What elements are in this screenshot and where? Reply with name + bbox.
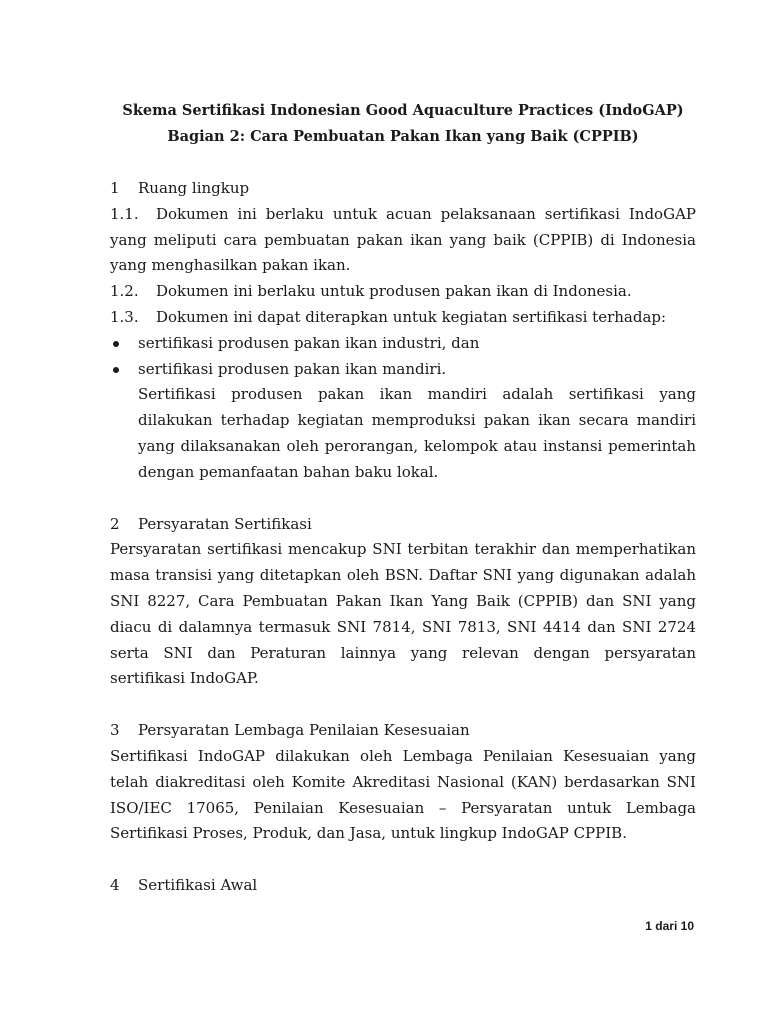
- clause-number: 1.2.: [110, 282, 139, 301]
- clause-text: Dokumen ini berlaku untuk acuan pelaksanaan sertifikasi IndoGAP yang meliputi cara pembuatan pakan ikan yang baik (CPPIB) di Indonesia yang menghasilkan pakan ikan.: [110, 204, 696, 275]
- section-heading: [110, 176, 696, 202]
- section-number: 1: [110, 179, 120, 197]
- spacer: [110, 486, 696, 512]
- section-1: [110, 176, 696, 486]
- document-title-line-2: Bagian 2: Cara Pembuatan Pakan Ikan yang Baik (CPPIB): [167, 128, 639, 145]
- bullet-note: Sertifikasi produsen pakan ikan mandiri adalah sertifikasi yang dilakukan terhadap kegiatan memproduksi pakan ikan secara mandiri yang dilaksanakan oleh perorangan, kelompok atau instansi pemerintah dengan pemanfaatan bahan baku lokal.: [138, 385, 696, 481]
- bullet-list: [110, 331, 696, 383]
- spacer: [110, 847, 696, 873]
- section-title: Ruang lingkup: [138, 179, 250, 197]
- section-2: [110, 512, 696, 693]
- clause-1-3: [110, 305, 696, 331]
- clause-number: 1.3.: [110, 307, 139, 326]
- spacer: [110, 150, 696, 176]
- section-paragraph: Persyaratan sertifikasi mencakup SNI terbitan terakhir dan memperhatikan masa transisi yang ditetapkan oleh BSN. Daftar SNI yang digunakan adalah SNI 8227, Cara Pembuatan Pakan Ikan Yang Baik (CPPIB) dan SNI yang diacu di dalamnya termasuk SNI 7814, SNI 7813, SNI 4414 dan SNI 2724 serta SNI dan Peraturan lainnya yang relevan dengan persyaratan sertifikasi IndoGAP.: [110, 540, 696, 688]
- section-title: Persyaratan Lembaga Penilaian Kesesuaian: [138, 721, 470, 740]
- section-4: [110, 873, 696, 899]
- clause-number: 1.1.: [110, 204, 139, 223]
- section-number: 2: [110, 514, 120, 533]
- section-title: Persyaratan Sertifikasi: [138, 514, 312, 533]
- spacer: [110, 692, 696, 718]
- section-number: 4: [110, 876, 120, 895]
- section-heading: [110, 873, 696, 899]
- section-paragraph: Sertifikasi IndoGAP dilakukan oleh Lembaga Penilaian Kesesuaian yang telah diakreditasi oleh Komite Akreditasi Nasional (KAN) berdasarkan SNI ISO/IEC 17065, Penilaian Kesesuaian – Persyaratan untuk Lembaga Sertifikasi Proses, Produk, dan Jasa, untuk lingkup IndoGAP CPPIB.: [110, 746, 696, 843]
- document-title-line-1: Skema Sertifikasi Indonesian Good Aquaculture Practices (IndoGAP): [122, 102, 684, 119]
- page-number: 1 dari 10: [645, 919, 694, 933]
- clause-1-2: [110, 279, 696, 305]
- section-heading: [110, 512, 696, 538]
- section-number: 3: [110, 721, 120, 740]
- document-page: [110, 98, 696, 899]
- clause-text: Dokumen ini dapat diterapkan untuk kegiatan sertifikasi terhadap:: [156, 307, 667, 326]
- clause-1-1: [110, 202, 696, 279]
- section-title: Sertifikasi Awal: [138, 876, 258, 895]
- clause-text: Dokumen ini berlaku untuk produsen pakan ikan di Indonesia.: [156, 282, 632, 301]
- section-3: [110, 718, 696, 847]
- bullet-item: sertifikasi produsen pakan ikan industri, dan: [110, 331, 696, 357]
- section-heading: [110, 718, 696, 744]
- bullet-item: sertifikasi produsen pakan ikan mandiri.: [110, 357, 696, 383]
